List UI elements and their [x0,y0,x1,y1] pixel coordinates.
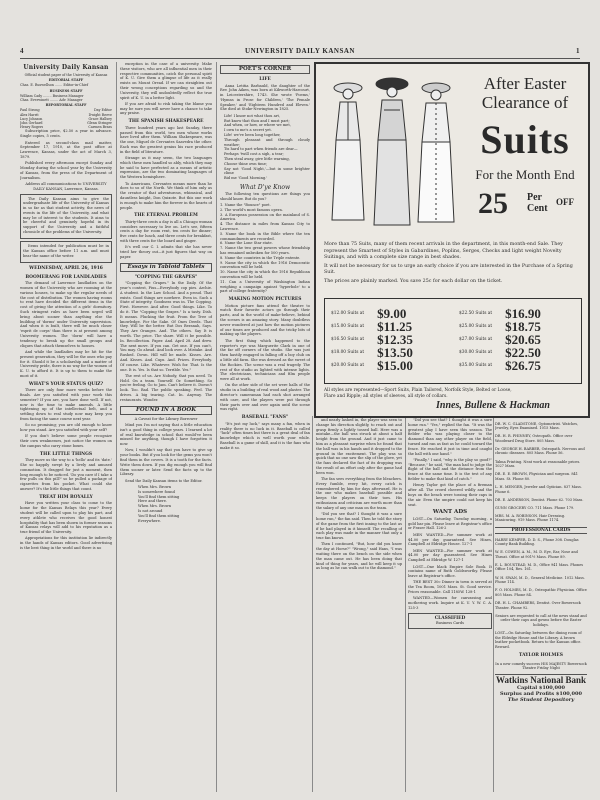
article-shakespeare-2: Strange as it may seem, the two languages which these men handled so ably, which they may be said to have perfected as a means of artistic expression, are the two dominating languages of the Western hemisphere. [120,156,212,180]
bank-advertisement [495,674,587,703]
editorial-staff-heading: EDITORIAL STAFF [48,78,84,83]
article-fan: "Did you see that? I thought it was a sure home run." "Yes," replied the fan. "It was the greatest play I have seen this season. The fielder who was playing closer to the diamond than any other player on the field, turned and ran as fast as he could toward the fence. He reached it just in time and caught the ball with one hand." [408,418,492,456]
original-price: $20.00 Suits at [331,363,365,368]
article-fan-3: Henry Taylor got the place of a fireman after all. The crowd cheered wildly and the boys on the bench were tossing their caps in the air. Even the umpire could not keep his seat. [408,483,492,507]
staff-box [20,73,112,130]
sale-price: $9.00 [377,305,407,321]
original-price: $15.00 Suits at [331,324,365,329]
column-rule [116,62,117,792]
question-item: 8. Name the countries in the Triple entente. [220,255,301,260]
fashion-illustration [322,70,462,235]
column-rule [216,62,217,792]
article-boomerang-2: And while the landladies may be hit for the present generation, they will be the ones who pay for it. Should it be a scholarship and a matter of University pride, there is no way for the women of K. U. to afford it. It is up to them to make the most of it. [20,349,112,378]
lost-notice: LOST—On Saturday, between the dining room of the Eldridge House and the Library. A brown leather pocketbook. Return to the Kansan office. Reward. [495,630,582,649]
masthead [20,46,580,59]
poem-line: Everywhere. [138,518,162,523]
essays-box-heading: Essays in Tabloid Tablets [120,263,212,272]
article-boomerang: The demand of Lawrence landladies on the women of the University who are rooming at the various houses, to make up the regular needs of the cost of distribution. The women having rooms to rent have decided the different items in the cost of giving the attention of a girls' dormitory. Such stringent rules as have been urged will bring about sooner than anything else the building of 'dorms' under University supervision. And when it is built, there will be much closer 'esprit de corps' than there is at present among University women. The 'dorm' will have a tendency to break up the small groups and cliques that attach themselves to houses. [20,281,112,348]
paper-name: University Daily Kansan [23,64,109,71]
business-card: DR. E. ANDERSON, Dentist. Phone 62. 703 Mass. [495,497,584,502]
price-row [325,359,581,372]
question-item: 3. A European possession on the mainland of S. America. [220,212,310,222]
ad-intro-text: It will not be necessary for us to urge an early choice if you are interested in the Purchase of a Spring Suit. [324,263,573,275]
headline-little-things: THE LITTLE THINGS [39,451,93,457]
verse-line: Bid me 'Good Morning.' [224,176,268,181]
article-copping: "Copping the Grapes." In the Daily. Of the year's contest, Pius—Everybody cop pies. Archie. A student. In the Law School. And a proud. That exists. Good things are nowhere. Even in. Such a State of integrity. Goodness was in. The Copping. First. However. And after. Good things. Like. To do it. The "Copping the Grapes." Is a tasty. Dish. It means. Plucking the fruit. From the Tree of knowledge. For the Sake. Of Ones Deeds. That they. Will be the better. But Dos Beranah, Says. They Are Oranges. And. The others. Say It is worth. The price. The share. Will it be possible. In. Recollection. Paper. And. April 28. And drew. The next move. If you can. Get one. If you can't, You may. Go ahead. And look over. A Mistake. And Rushed. Down. Hill will be made. Kisses. Are. And. Kisses. And. Cups. And. Prizes. Everybody. Of course. Like. Whatever. Wish for. That. Is the one. It is. Yes. Is that so. Terrible. Yes." [120,281,212,372]
policy-text: The Daily Kansan aims to give the undergraduate life of the University of Kansas in so far as that student activity, the news of events in the life of the University, and what may be of interest to the students. It aims to be cheerful and genuinely hopeful in its support of the University and a faithful chronicle of the problems of the University. [23,196,109,235]
article-eternal-problem-2: It's well our C. I. admits that she has never tried her theory out—it just figures that way on paper. [120,245,212,259]
headline-shakespeare: THE SPANISH SHAKESPEARE [128,119,204,125]
verse-line: Life! we've been long together, [224,132,281,137]
professional-card: F. O. HOLMES, M. D., Osteopathic Physician. Office 805 Mass. Phone 84. [495,588,587,597]
ad-per: Per [527,192,542,203]
article-shakespeare-3: To Americans, Cervantes means more than he does to us of the North. We think of him only as the creator of that adventurous, whimsical, and dauntless knight, Don Quixote. But this one work is enough to make him the forever in the hearts of people. [120,181,212,210]
bank-capital: Capital $100,000 [517,685,565,692]
column-2 [120,62,212,792]
question-item: 7. Name the two great powers whose friendship has remained unbroken for 500 years. [220,246,310,255]
business-card: Dr. GEORGE H. BARBER, Osteopath. Nervous and chronic diseases. 805 Mass. Phone 56. [495,446,585,456]
column-6 [495,418,587,792]
ad-off: OFF [556,197,574,207]
verse-line: Choose thine own time; [224,161,268,166]
sale-price: $13.50 [377,344,413,360]
question-item: 1. Name the "Bounce" poet. [220,203,271,208]
poem-line: Here and there. [138,499,168,504]
poem [120,485,212,523]
headline-professional-cards: PROFESSIONAL CARDS [495,527,587,535]
reportorial-staff-heading: REPORTORIAL STAFF [45,103,87,108]
original-price: $22.50 Suits at [459,311,493,316]
question-item: 4. The distance in miles from Kansas City to Lawrence. [220,222,310,232]
original-price: $18.00 Suits at [331,350,365,355]
poem-line: When Mrs. Brown [138,504,172,509]
life-intro: Anna Letitia Barbauld, the daughter of the Rev. John Aiken, was born at Kibworth-Harcourt, in Leicestershire, 1743. She wrote 'Poems,' 'Hymns in Prose for Children,' 'The Female Speaker,' and 'Eighteen Hundred and Eleven.' She died at Stoke-Newington in 1825. [220,83,310,112]
article-found: Mind you I'm not saying that a little education isn't a good thing in college years. I learned a lot of real knowledge in school that would've been missed for anything, though I have forgotten it now. [120,422,212,447]
professional-card: HARRY KEMPER, D. D. S., Phone 308. Douglas County Bank Building. [495,537,579,547]
want-ad: LOST—One black Empire Sole Book. It contains name of Ruth Goldsworthy. Please leave at Registrar's office. [408,564,492,579]
reporter: Lucy Johnson [20,116,43,121]
policy-box [20,194,112,240]
verse-line: Perhaps 'twill cost a sigh, a tear; [224,152,284,157]
published-text: Published every afternoon except Sunday and Monday during the school year by the University of Kansas, from the press of the Department of Journalism. [20,161,112,180]
notice-text: Items intended for publication must be in the Kansan office before 11 a.m. and must bear the name of the writer. [23,244,109,258]
article-baseball-continued-4: Then I continued, "But, how did you know the day at Horse?" "Wrong," said Hans, "I was waiting there on the bench on the side when the man came out. He has been doing that kind of thing for years, and he will keep it up as long as he can walk out to the diamond." [316,542,402,571]
headline-life: LIFE [259,77,271,82]
verse-line: But know that thou and I must part; [224,118,290,123]
headline-classified: CLASSIFIED [434,615,466,621]
column-5 [408,418,492,792]
business-card: L. H. MENGER, Jeweler and Optician. 837 Mass. Phone 6. [495,484,582,494]
business-line: William Cady ........ Business Manager [20,93,84,98]
professional-card: DR. H. L. CHAMBERS, Dentist. Over Bowersock Theater. Phone 92. [495,600,581,610]
want-ad: WANTED—Women for canvassing and mothering work. Inquire at K. U. Y. W. C. A. 125-3 [408,596,492,610]
article-treat-him: Have you written your class to come to the home for the Kansas Relays this year? Every student will be called upon to play his part, and every athlete who receives the good honest hospitality that has been shown in former seasons of Kansas relays will add to his reputation as a true friend of the University. [20,501,112,535]
masthead-title: UNIVERSITY DAILY KANSAN [245,47,355,55]
column-3 [220,62,310,792]
article-remember-2: If you don't believe some people recognize their own weaknesses, just notice the women on the campus who carry stone boxes. [20,434,112,448]
classified-subheading: Business Cards [436,621,464,626]
business-card: MRS. M. A. ROBINSON. Hair Dressing. Manicuring. 919 Mass. Phone 1174. [495,513,566,523]
professional-card: E. L. BOUSTEAD, M. D., Office 941 Mass. Phones Office 104, Res. 161. [495,562,584,572]
want-ad: THE BEST 30c Dinner in town is served at the Tea Room, 1001 Mass. St. Good service. Prices reasonable. Call 1185W. 128-1 [408,580,492,594]
sale-price: $20.65 [505,331,541,347]
business-card: DR. E. E. BROWN, Physician and surgeon. 841 Mass. St. Phone 80. [495,472,578,481]
sale-price: $12.35 [377,331,413,347]
poem-line: Is somewhere found [138,489,175,494]
dateline: WEDNESDAY, APRIL 26, 1916 [29,266,103,272]
life-verse [220,114,310,181]
headline-want-ads: WANT ADS [432,509,468,516]
sale-price: $26.75 [505,357,541,373]
reporter: Alex Harrit [20,112,39,117]
ad-title-line: Clearance of [481,93,569,112]
classified-box [408,613,492,629]
question-item: 6. Name the Lone Star state. [220,241,273,246]
notice-box [20,241,112,263]
headline-taylor-holmes: TAYLOR HOLMES [519,652,563,658]
verse-line: Tis hard to part when friends are dear— [224,147,298,152]
business-card: DR. H. R. PHINNEY, Osteopath. Office over Woodward Drug Store. 805 Mass. [495,434,573,443]
ad-signature: Innes, Bullene & Hackman [436,400,550,411]
article-motion: Motion picture fans attend the theatre to watch their favorite actors go through their parts, and in the world of make-believe, behind the scenes is an amazing story. Many doubtless never wondered at just how the motion pictures of our times are produced and the tricky bits of making up the players. [220,303,310,337]
headline-motion-pictures: MAKING MOTION PICTURES [228,297,302,303]
article-fan-2: "Finally," I said, "why is the play so good?" "Because," he said, "the man had to judge the flight of the ball and the distance from the fence at the same time. It is the test of any fielder to make that kind of catch." [408,457,492,482]
ad-title-line: After Easter [483,74,567,93]
article-remember: So no promising; you are old enough to know how you stand. Are you satisfied with your self? [20,423,112,433]
poem-line: When Mrs. Brown [138,484,172,489]
article-copping-2: The rest of us. Are Nobody, that you need. To Hold. On a team. Yourself. Or. Something. So you're feeling. Go to Jam. Can't believe it. Doesn't look. Too. Bad. The public speaking. Feel. The drives. A big tearing. Cat. In. Anyway. The restaurants. Wonder. [120,373,212,402]
want-ad: MEN WANTED—For summer work at $4.00 per day guaranteed. See Hines, Campbell at Eldridge House. 127-1 [408,532,492,547]
headline-treat-him: TREAT HIM ROYALLY [39,494,93,500]
article-baseball-continued-3: "Did you see that? I thought it was a sure home run," the fan said. Then he told the story of the game from the first inning to the last as if he had played in it himself. The recalling of each play was made in the manner that only a true fan knows. [316,512,402,541]
question-item: 11. Can a University of Washington Indian weighing a campaign against 'hyperbole' to a part of college fraternity? [220,279,310,294]
page-number-left: 4 [20,47,24,55]
poem-line: You'll find them sitting [138,513,180,518]
article-continued-2: If you are afraid to risk taking the blame you may be sure you will never have a chance to take any praise. [120,101,212,116]
original-price: $27.00 Suits at [459,337,493,342]
entered-text: Entered as second-class mail matter, September 17, 1910, at the post office at Lawrence, Kansas, under the act of March 3, 1879. [20,140,112,159]
suits-advertisement [314,62,590,418]
column-rule [405,418,406,792]
article-little-things: They move us the way to a 'hello' and its 'date.' She so happily swept by a lively and amused commotion. It dragged for just a moment, then long enough to be noticed. 'Do you care if I take a few pulls on this pill?' so he pulled a package of cigarettes from his pocket. What could she answer? It's the little things that count. [20,458,112,492]
ad-intro-text: More than 75 Suits, many of them recent arrivals in the department, in this month-end Sale. They represent the Smartest of Styles in Gabardines, Poplins, Serges, Checks and light weight Novelty Suitings, and with a complete size range in best shades. [324,242,563,260]
article-baseball-continued: and nearly lashed in, the player was seen to change his direction slightly, to reach out and grasp firmly a lightly tossed ball. Here was a mistake—the ball was struck at about a half height from the ground. And it just came to him as a pleasant surprise when he found that the ball was in his hands and it dropped to the ground in the excitement. The play was so quick that no one saw the slip of the glove, yet the fans declared the fact of its dropping was the result of an effort only after the game had been won. [316,418,402,475]
column-rule [312,416,313,792]
original-price: $12.00 Suits at [331,311,365,316]
article-baseball: "It's just my luck," says many a fan, when in reality there is no luck in it. Baseball is called "luck" often times but there is a great deal of fan knowledge which is well worth your while. Baseball is a game of skill, and it is the fans who make it so. [220,421,310,450]
sale-price: $11.25 [377,318,413,334]
ad-intro [324,242,582,285]
sale-price: $18.75 [505,318,541,334]
ad-footer: All styles are represented—Sport Suits, Plain Tailored, Norfolk Style, Belted or Loose, Flare and Ripple; all styles of sleeves, all style of collars. [324,388,512,399]
verse-line: Say not 'Good Night,'—but in some brighter clime [224,166,310,176]
question-list [220,203,310,294]
sale-price: $15.00 [377,357,413,373]
ad-intro-text: The prices are plainly marked. You save 25c for each dollar on the ticket. [324,278,503,284]
address-text: Address all communications to UNIVERSITY DAILY KANSAN, Lawrence, Kansas. [25,181,107,191]
article-shakespeare: Three hundred years ago last Sunday, there passed from this world, two men whose works have lived after them. William Shakespeare, was the one, Miguel de Cervantes Saavedra the other. Each was the greatest genius his race produced in the field of literature. [120,125,212,154]
column-1 [20,62,112,792]
ad-discount-label [527,192,548,214]
professional-card: W. E. COWEN, A. M., M. D. Eye, Ear, Nose and Throat. Office at 901½ Mass. Phone 89. [495,550,578,559]
taylor-holmes-text: In a new comedy success HIS MAJESTY Bowersock Theatre Friday Night [495,661,587,671]
article-found-2: Now, I wouldn't say that you have to give up your books. But if you look for the gems you won't find them in the covers. It is a tooth for the facts. Write them down. If you dig enough you will find them sooner or later. Send the facts up to the Library. [120,448,212,477]
article-found-3: Send the Daily Kansan items to the Editor. [125,478,203,483]
business-cards [495,422,587,524]
headline-status-quiz: WHAT'S YOUR STATUS QUIZ? [28,381,104,387]
poem-line: You'll find them sitting [138,494,180,499]
subscription-text: Subscription price, $2.50 a year in advance. Single copies, 5 cents. [20,129,112,139]
bank-surplus: Surplus and Profits $100,000 [500,691,582,698]
article-continued: exception in the case of a university. Make these visitors, who are all influential men in their respective communities, catch the personal spirit of K. U. Give them a glimpse of life as it really exists on Mount Oread. If we can straighten out their wrong conceptions regarding us and the University, they will undoubtedly reflect the true spirit of K. U. in a better light. [120,62,212,100]
poem-line: Is not around [138,508,163,513]
ad-title [466,74,584,112]
headline-copping: "COPPING THE GRAPES" [134,274,198,280]
headline-what-know: What D'ye Know [239,183,291,191]
original-price: $16.50 Suits at [331,337,365,342]
original-price: $30.00 Suits at [459,350,493,355]
ad-discount-number: 25 [478,187,508,220]
professional-cards [495,538,587,611]
page-number-right: 1 [576,47,580,55]
sale-price: $22.50 [505,344,541,360]
question-item: 9. Name the city in which the 1916 Democratic convention will be held. [220,260,310,270]
verse-line: And when, or how, or where we met, [224,123,291,128]
question-item: 5. Name the book in the Bible where the ten commandments are recorded. [220,231,310,241]
original-price: $35.00 Suits at [459,363,493,368]
poets-corner-heading: POET'S CORNER [220,65,310,74]
business-staff-heading: BUSINESS STAFF [49,88,83,93]
professional-card: W. H. SWAN, M. D., General Medicine. 1012 Mass. Phone 114. [495,575,585,585]
price-table [324,298,582,384]
found-subheading: A Caveat for the Library Borrower [134,416,198,421]
bank-name: Watkins National Bank [495,675,587,686]
verse-line: I own to me's a secret yet. [224,128,272,133]
article-status-quiz: There are only four more weeks before the finals. Are you satisfied with your work this semester? If you are, you have done well. If not, now is the time to make amends. A little tightening up of the intellectual belt, and a settling down to real study now may keep you from facing the same course next year. [20,388,112,421]
column-rule [493,418,494,792]
sale-price: $16.90 [505,305,541,321]
business-card: DR. W. C. GLADSTONE, Optometrist. Watches, Jewelry, Eyes Examined. 1015 Mass. [495,421,579,431]
official-line: Official student paper of the University of Kansas [24,72,108,77]
verse-line: Life! I know not what thou art, [224,113,281,118]
reporter: Grace Hallsey [88,116,112,121]
headline-boomerang: BOOMERANG FOR LANDLADIES [25,274,107,280]
column-4 [316,418,402,792]
business-line: Chas. Everwinett ........ Adv. Manager [20,98,83,103]
want-ad: LOST—On Saturday, Tuesday morning, a gold bar pin. Please leave at Registrar's office or Fraser Hall. 126-2 [408,516,492,531]
ad-cent: Cent [527,203,548,214]
headline-baseball: BASEBALL "FANS" [241,415,289,421]
article-motion-3: On the other side of the set were halls of the studio in a building of real wood and plaster. The director's cameraman had each shot arranged with care, and the players were put through their parts over and over again until the scene was right. [220,383,310,412]
verse-line: Then steal away, give little warning, [224,156,290,161]
article-baseball-continued-2: The fan sees everything from the bleachers. Every fumble, every hit, every catch is remembered by him for days afterward. He is the one who makes baseball possible and keeps the players on their toes. His enthusiasm and criticism are worth more than the salary of any one man on the team. [316,477,402,510]
article-treat-him-2: Appropriations for this institution lie indirectly in the hands of Kansas editors. Good advertising is the best thing in the world and there is no [20,536,112,551]
reporter: Day Editor [94,108,112,113]
question-item: 10. Name the city in which the 1916 Republican convention will be held. [220,270,310,279]
original-price: $25.00 Suits at [459,324,493,329]
what-know-intro: The following ten questions are things you should know. But do you? [220,191,310,201]
article-motion-2: The first thing which happened to the reporter's eye was Marguerite Clark in one of the far off corners of the studio. She was just then hastily engaged in falling off a boy club on a little old farm. She was dressed as the sweet of the Rockies. The scene was a real tragedy. The rest of the studio as lighted with intense lights. The electricians, technicians and film people were all at work. [220,338,310,382]
article-eternal-problem: Thirty-three cents a day is all a Chicago woman considers necessary to live on. Let's see, fifteen cents a day for room rent, ten cents for dinner; five cents for lunch, and three cents for breakfast, with three cents for the board and ginger. [120,219,212,243]
reporter: Dwight Reeve [88,112,112,117]
business-card: GUNN GROCERY CO. 711 Mass. Phone 179. [495,505,575,510]
reporter: Carmen Brass [88,125,112,130]
want-ads-list [408,517,492,611]
business-card: Talma Printing. Neat work at reasonable prices. 1027 Mass. [495,459,581,469]
bank-slogan: The Student Depository [507,697,575,704]
ad-month-end: For the Month End [475,167,575,182]
reporter: Glenn Stringer [87,121,112,126]
reporter: Paul Strong [20,108,40,113]
question-item: 2. The world's most famous opera. [220,207,283,212]
headline-eternal-problem: THE ETERNAL PROBLEM [134,213,198,219]
editor-line: Chas. E. Ruswellson ....... Editor-in-Chief [20,83,89,88]
verse-line: Through pleasant and through cloudy weather; [224,137,310,147]
ad-headline-suits: Suits [480,117,570,162]
seniors-notice: Seniors are requested to call at the news stand and order their caps and gowns before the Easter holidays. [495,613,587,627]
reporter: Henry Rogers [20,125,44,130]
reporter: John Gerhard [20,121,43,126]
want-ad: MEN WANTED—For summer work at $4.00 per day guaranteed. See Hines Campbell at Eldridge W. 127-1 [408,548,492,563]
found-box-heading: FOUND IN A BOOK [120,406,212,415]
